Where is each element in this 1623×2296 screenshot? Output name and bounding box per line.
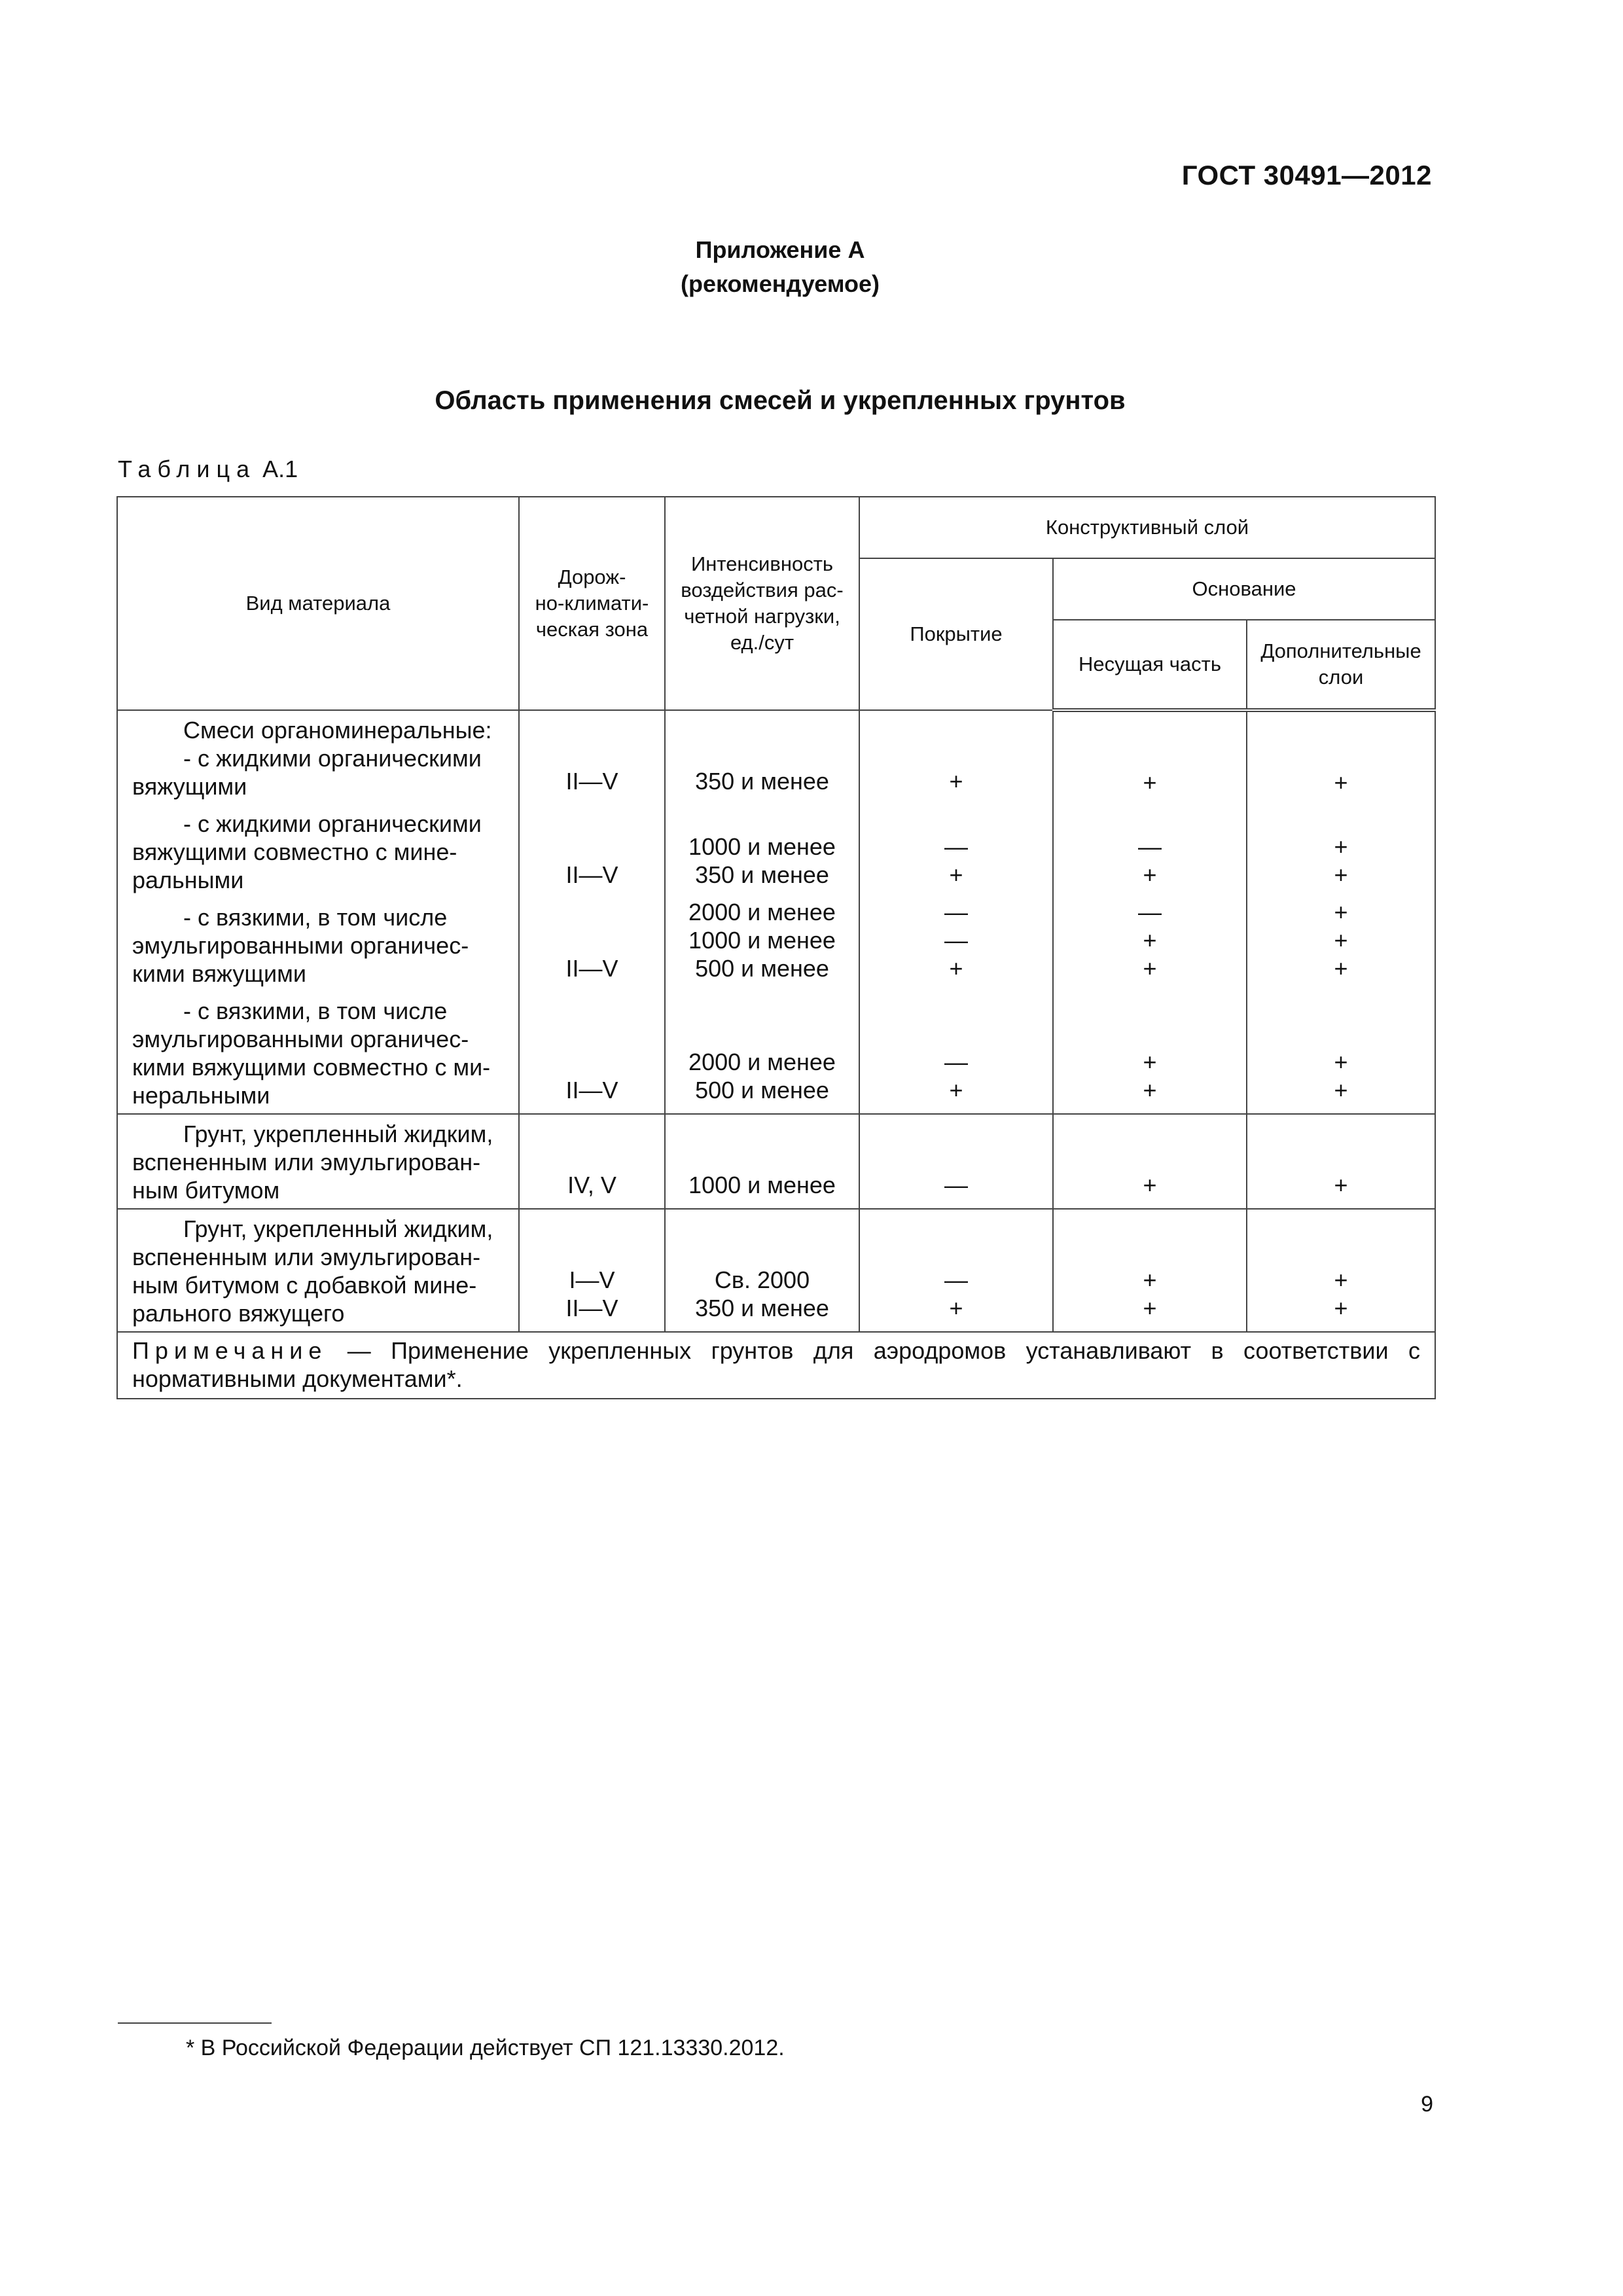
bearing-value: + [1143,769,1157,796]
bearing-stack [1060,1210,1240,1322]
coating-stack [866,711,1046,795]
additional-cell [1247,1114,1435,1209]
header-zone-line: ческая зона [535,618,649,641]
intensity-value [672,739,852,767]
additional-stack [1254,992,1428,1104]
material-line: - с жидкими органическими [183,810,482,837]
additional-value [1254,1143,1428,1171]
zone-cell [519,1114,665,1209]
intensity-value [672,711,852,739]
zone-value [526,804,658,833]
material-cell [117,992,519,1114]
zone-value [526,1115,658,1143]
coating-stack [866,992,1046,1104]
additional-value [1254,740,1428,768]
additional-cell [1247,710,1435,804]
additional-value: + [1334,861,1348,888]
coating-stack [866,1115,1046,1199]
intensity-cell [665,1114,859,1209]
bearing-value: + [1143,1295,1157,1321]
intensity-value [672,804,852,833]
coating-value [866,1143,1046,1171]
header-coating: Покрытие [859,558,1053,710]
coating-value: + [949,955,963,982]
material-line: Грунт, укрепленный жидким, [183,1215,493,1242]
coating-cell [859,1209,1053,1332]
appendix-heading [0,233,1560,301]
additional-cell [1247,992,1435,1114]
zone-value [526,1210,658,1238]
additional-stack [1254,1210,1428,1322]
additional-value [1254,1238,1428,1266]
material-cell [117,710,519,804]
zone-stack [526,1210,658,1322]
coating-value: — [944,1266,968,1293]
additional-stack [1254,898,1428,982]
intensity-stack [672,711,852,795]
bearing-value: — [1138,833,1162,860]
table-body [117,710,1435,1399]
intensity-value: 350 и менее [695,861,829,888]
coating-value [866,992,1046,1020]
material-line: эмульгированными органичес- [132,1026,469,1052]
coating-value: — [944,899,968,925]
material-cell [117,898,519,992]
coating-value [866,711,1046,739]
coating-cell [859,1114,1053,1209]
intensity-stack [672,1210,852,1322]
coating-cell [859,992,1053,1114]
note-text: — Применение укрепленных грунтов для аэродромов устанавливают в соответствии с нормативными документами*. [132,1337,1421,1392]
material-line: ным битумом с добавкой мине- [132,1272,477,1299]
header-zone-line: но-климати- [535,592,649,615]
intensity-value [672,1238,852,1266]
material-line: Грунт, укрепленный жидким, [183,1121,493,1147]
bearing-stack [1060,898,1240,982]
coating-value: + [949,1295,963,1321]
bearing-value: + [1143,1049,1157,1075]
header-intensity [665,497,859,710]
zone-value [526,898,658,926]
table-row [117,804,1435,898]
bearing-cell [1053,1209,1247,1332]
zone-value: I—V [569,1266,615,1293]
material-line: рального вяжущего [132,1300,345,1327]
bearing-value [1060,712,1240,740]
coating-value [866,1020,1046,1048]
additional-value [1254,1115,1428,1143]
bearing-value: + [1143,1172,1157,1198]
material-line: неральными [132,1082,270,1109]
header-intensity-line: Интенсивность [690,552,834,575]
intensity-value: 1000 и менее [688,927,836,954]
header-zone-line: Дорож- [558,565,626,588]
intensity-stack [672,804,852,889]
intensity-value [672,1143,852,1171]
coating-cell [859,898,1053,992]
bearing-stack [1060,992,1240,1104]
bearing-value: + [1143,861,1157,888]
header-base: Основание [1053,558,1435,620]
note-row [117,1332,1435,1399]
table-row [117,1114,1435,1209]
additional-value: + [1334,899,1348,925]
intensity-value [672,1115,852,1143]
coating-value: — [944,1049,968,1075]
zone-value: II—V [565,955,618,982]
table-note [117,1332,1435,1399]
coating-cell [859,710,1053,804]
document-title: Область применения смесей и укрепленных грунтов [435,386,1126,415]
standard-code: ГОСТ 30491—2012 [1181,160,1432,190]
coating-value: — [944,1172,968,1198]
intensity-value: 2000 и менее [688,899,836,925]
material-cell [117,1209,519,1332]
intensity-value: 500 и менее [695,1077,829,1103]
additional-value: + [1334,1295,1348,1321]
bearing-stack [1060,1115,1240,1199]
intensity-value: 2000 и менее [688,1049,836,1075]
zone-value [526,926,658,954]
additional-value: + [1334,955,1348,982]
bearing-stack [1060,712,1240,797]
header-intensity-line: четной нагрузки, [684,605,840,628]
additional-cell [1247,1209,1435,1332]
zone-value: II—V [565,1295,618,1321]
intensity-value [672,992,852,1020]
zone-value: IV, V [567,1172,616,1198]
appendix-status: (рекомендуемое) [681,270,880,297]
additional-value: + [1334,927,1348,954]
zone-value [526,1048,658,1076]
intensity-value: 1000 и менее [688,1172,836,1198]
intensity-value [672,1020,852,1048]
bearing-value [1060,1238,1240,1266]
coating-value [866,1115,1046,1143]
header-structural-layer: Конструктивный слой [859,497,1435,558]
header-additional-line: слои [1318,666,1364,689]
additional-value [1254,712,1428,740]
table-row [117,710,1435,804]
coating-value [866,1210,1046,1238]
additional-stack [1254,1115,1428,1199]
material-line: кими вяжущими совместно с ми- [132,1054,491,1081]
coating-cell [859,804,1053,898]
header-intensity-line: ед./сут [730,631,794,654]
coating-value: — [944,833,968,860]
intensity-value: 350 и менее [695,1295,829,1321]
material-line: вяжущими [132,773,247,800]
intensity-cell [665,1209,859,1332]
bearing-value [1060,1115,1240,1143]
material-cell [117,1114,519,1209]
additional-cell [1247,898,1435,992]
material-line: вяжущими совместно с мине- [132,838,457,865]
note-label: Примечание [132,1337,328,1364]
bearing-value: + [1143,1266,1157,1293]
zone-value [526,739,658,767]
intensity-cell [665,804,859,898]
coating-value [866,1238,1046,1266]
bearing-value: + [1143,927,1157,954]
additional-value [1254,1020,1428,1048]
zone-cell [519,804,665,898]
application-table [116,496,1436,1399]
header-bearing-part: Несущая часть [1053,620,1247,710]
zone-value [526,711,658,739]
header-material: Вид материала [117,497,519,710]
footnote: * В Российской Федерации действует СП 121.13330.2012. [186,2036,785,2060]
zone-value [526,1143,658,1171]
bearing-value [1060,804,1240,833]
intensity-value [672,1210,852,1238]
additional-value: + [1334,769,1348,796]
material-line: ным битумом [132,1177,280,1204]
bearing-value: + [1143,955,1157,982]
table-header [117,497,1435,710]
table-caption-number: А.1 [262,456,298,482]
bearing-cell [1053,804,1247,898]
additional-value [1254,804,1428,833]
intensity-value: 350 и менее [695,768,829,795]
zone-value [526,1238,658,1266]
zone-stack [526,711,658,795]
additional-cell [1247,804,1435,898]
table-row [117,898,1435,992]
intensity-value: 1000 и менее [688,833,836,860]
zone-stack [526,898,658,982]
coating-stack [866,1210,1046,1322]
zone-cell [519,710,665,804]
bearing-stack [1060,804,1240,889]
coating-value [866,739,1046,767]
material-line: - с вязкими, в том числе [183,997,448,1024]
bearing-cell [1053,710,1247,804]
zone-stack [526,1115,658,1199]
header-intensity-line: воздействия рас- [681,579,844,601]
bearing-cell [1053,898,1247,992]
additional-value: + [1334,1049,1348,1075]
header-additional-line: Дополнительные [1260,639,1421,662]
intensity-stack [672,898,852,982]
zone-value [526,992,658,1020]
header-zone [519,497,665,710]
bearing-value [1060,1020,1240,1048]
bearing-value: + [1143,1077,1157,1103]
appendix-label: Приложение А [695,236,865,263]
bearing-value [1060,992,1240,1020]
additional-stack [1254,712,1428,797]
page-number: 9 [1421,2092,1433,2117]
zone-stack [526,804,658,889]
material-cell [117,804,519,898]
intensity-cell [665,898,859,992]
additional-value: + [1334,1266,1348,1293]
coating-value: — [944,927,968,954]
footnote-rule [118,2022,272,2024]
zone-value: II—V [565,861,618,888]
material-line: - с вязкими, в том числе [183,904,448,931]
material-line: вспененным или эмульгирован- [132,1244,481,1270]
coating-stack [866,898,1046,982]
intensity-value: 500 и менее [695,955,829,982]
table-caption [118,456,298,483]
zone-cell [519,898,665,992]
bearing-value [1060,740,1240,768]
bearing-cell [1053,1114,1247,1209]
bearing-value [1060,1143,1240,1171]
additional-value: + [1334,833,1348,860]
intensity-cell [665,992,859,1114]
coating-value: + [949,861,963,888]
zone-cell [519,992,665,1114]
zone-value [526,833,658,861]
zone-value: II—V [565,768,618,795]
additional-value [1254,1210,1428,1238]
zone-cell [519,1209,665,1332]
intensity-value: Св. 2000 [714,1266,810,1293]
additional-stack [1254,804,1428,889]
zone-value [526,1020,658,1048]
intensity-cell [665,710,859,804]
coating-value: + [949,768,963,795]
additional-value [1254,992,1428,1020]
coating-stack [866,804,1046,889]
material-line: эмульгированными органичес- [132,932,469,959]
material-line: Смеси органоминеральные: [183,717,492,744]
table-row [117,992,1435,1114]
table-caption-word: Таблица [118,456,257,482]
bearing-value [1060,1210,1240,1238]
intensity-stack [672,1115,852,1199]
bearing-value: — [1138,899,1162,925]
material-line: кими вяжущими [132,960,307,987]
table-row [117,1209,1435,1332]
coating-value: + [949,1077,963,1103]
bearing-cell [1053,992,1247,1114]
additional-value: + [1334,1077,1348,1103]
zone-value: II—V [565,1077,618,1103]
zone-stack [526,992,658,1104]
material-line: ральными [132,867,244,893]
additional-value: + [1334,1172,1348,1198]
material-line: - с жидкими органическими [183,745,482,772]
coating-value [866,804,1046,833]
material-line: вспененным или эмульгирован- [132,1149,481,1175]
header-additional-layers [1247,620,1435,710]
intensity-stack [672,992,852,1104]
